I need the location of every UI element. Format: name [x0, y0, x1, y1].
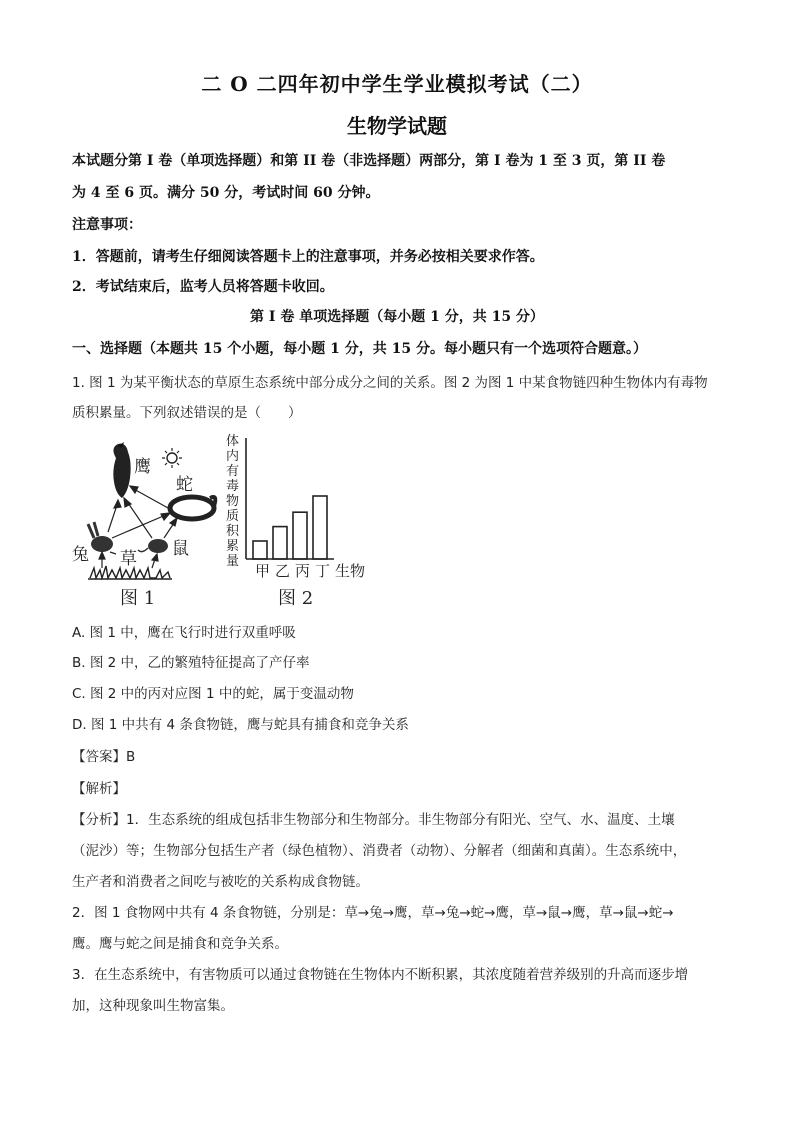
analysis-p1-line-3: 生产者和消费者之间吃与被吃的关系构成食物链。: [72, 874, 369, 890]
bar-乙: [273, 527, 287, 559]
grass-label: 草: [120, 549, 137, 569]
ylabel-char-5: 质: [226, 509, 240, 524]
ylabel-char-7: 累: [226, 539, 240, 554]
snake-label: 蛇: [176, 475, 193, 495]
ylabel-char-1: 内: [226, 449, 240, 464]
bar-丁: [313, 496, 327, 559]
figure-2-caption: 图 2: [278, 588, 314, 609]
option-c: C. 图 2 中的丙对应图 1 中的蛇，属于变温动物: [72, 686, 354, 702]
answer: 【答案】B: [72, 749, 136, 765]
chart-y-label: [226, 433, 240, 569]
ylabel-char-8: 量: [226, 554, 240, 569]
notes-item-2: 2．考试结束后，监考人员将答题卡收回。: [72, 279, 334, 295]
x-tick-2: 丙: [295, 562, 311, 580]
option-a: A. 图 1 中，鹰在飞行时进行双重呼吸: [72, 625, 296, 641]
x-tick-0: 甲: [255, 562, 271, 580]
option-d: D. 图 1 中共有 4 条食物链，鹰与蛇具有捕食和竞争关系: [72, 717, 409, 733]
figure-2: [226, 433, 365, 609]
question-figures: [72, 428, 392, 612]
section-title: 第 I 卷 单项选择题（每小题 1 分，共 15 分）: [250, 309, 544, 325]
mouse-icon: [138, 539, 168, 553]
ylabel-char-3: 毒: [226, 479, 240, 494]
ylabel-char-4: 物: [226, 494, 240, 509]
option-b: B. 图 2 中，乙的繁殖特征提高了产仔率: [72, 655, 310, 671]
analysis-heading: 【解析】: [72, 781, 126, 797]
intro-line-2: 为 4 至 6 页。满分 50 分，考试时间 60 分钟。: [72, 185, 380, 201]
eagle-icon: [113, 442, 130, 498]
ylabel-char-2: 有: [226, 464, 240, 479]
exam-subtitle: 生物学试题: [347, 114, 447, 138]
analysis-p1-line-1: 【分析】1．生态系统的组成包括非生物部分和生物部分。非生物部分有阳光、空气、水、温度、土壤: [72, 812, 675, 828]
sun-icon: [162, 448, 182, 468]
eagle-label: 鹰: [134, 457, 151, 477]
figures-svg: [72, 428, 392, 612]
section-part: 一、选择题（本题共 15 个小题，每小题 1 分，共 15 分。每小题只有一个选项符合题意。）: [72, 341, 647, 357]
intro-line-1: 本试题分第 I 卷（单项选择题）和第 II 卷（非选择题）两部分，第 I 卷为 1 至 3 页，第 II 卷: [72, 153, 666, 169]
exam-title: 二 O 二四年初中学生学业模拟考试（二）: [201, 72, 593, 96]
analysis-p3-line-1: 3．在生态系统中，有害物质可以通过食物链在生物体内不断积累，其浓度随着营养级别的升高而逐步增: [72, 967, 689, 983]
x-axis-label: 生物: [335, 562, 366, 580]
notes-item-1: 1．答题前，请考生仔细阅读答题卡上的注意事项，并务必按相关要求作答。: [72, 249, 544, 265]
x-tick-1: 乙: [275, 562, 291, 580]
ylabel-char-6: 积: [226, 524, 240, 539]
mouse-label: 鼠: [172, 539, 189, 559]
question-stem-2: 质积累量。下列叙述错误的是（ ）: [72, 405, 302, 421]
ylabel-char-0: 体: [226, 434, 240, 449]
notes-heading: 注意事项：: [72, 217, 142, 233]
figure-1: [72, 442, 215, 609]
analysis-p2-line-1: 2．图 1 食物网中共有 4 条食物链，分别是：草→兔→鹰，草→兔→蛇→鹰，草→鼠→鹰，草→鼠→蛇→: [72, 905, 674, 921]
analysis-p3-line-2: 加，这种现象叫生物富集。: [72, 998, 234, 1014]
figure-1-caption: 图 1: [120, 588, 156, 609]
bar-甲: [253, 541, 267, 559]
x-tick-3: 丁: [315, 562, 331, 580]
question-stem-1: 1. 图 1 为某平衡状态的草原生态系统中部分成分之间的关系。图 2 为图 1 中某食物链四种生物体内有毒物: [72, 375, 708, 391]
rabbit-label: 兔: [72, 545, 89, 565]
analysis-p1-line-2: （泥沙）等；生物部分包括生产者（绿色植物）、消费者（动物）、分解者（细菌和真菌）。生态系统中，: [72, 843, 687, 859]
bar-丙: [293, 512, 307, 559]
chart-bars: [253, 496, 327, 559]
snake-icon: [170, 497, 215, 519]
food-web-arrows: [99, 486, 177, 568]
analysis-p2-line-2: 鹰。鹰与蛇之间是捕食和竞争关系。: [72, 936, 288, 952]
